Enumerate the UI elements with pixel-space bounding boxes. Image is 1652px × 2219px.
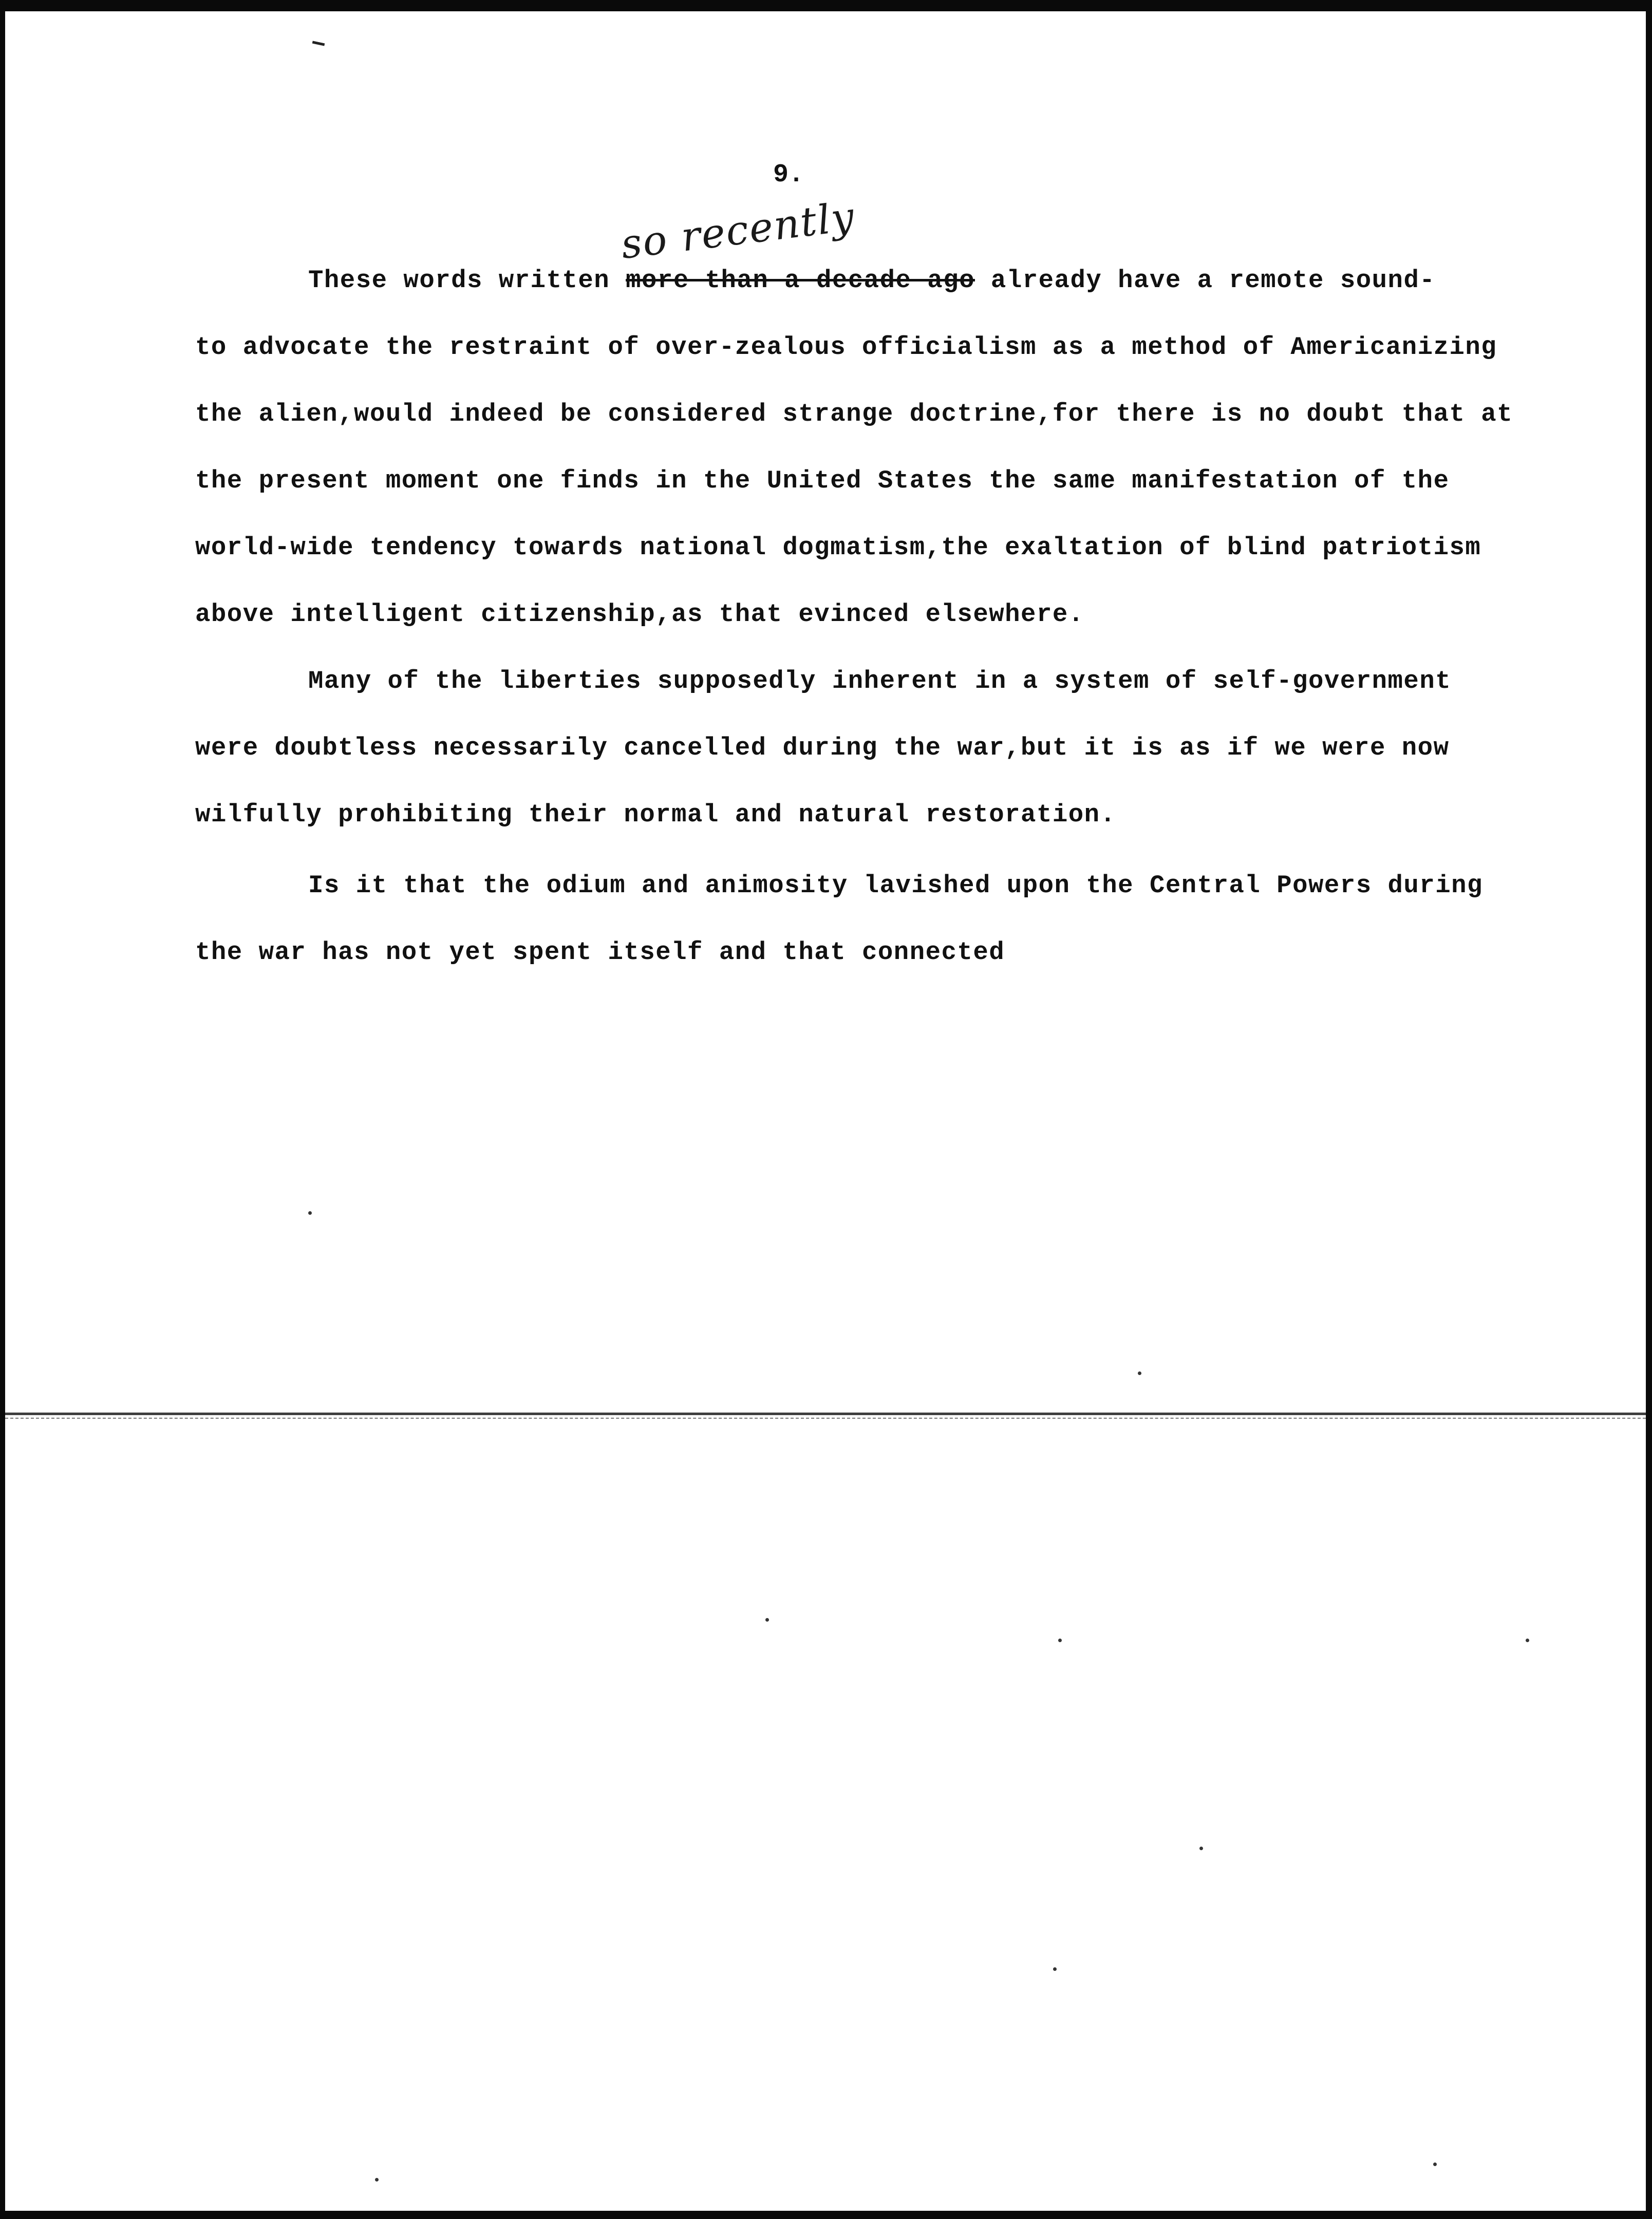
line-text: These words written: [308, 266, 626, 295]
scan-speck: [1199, 1847, 1203, 1850]
paragraph1-line6: above intelligent citizenship,as that evinced elsewhere.: [195, 600, 1084, 629]
scan-speck: [1526, 1639, 1529, 1642]
handwritten-insertion: so recently: [618, 193, 858, 268]
fold-line-shadow: [5, 1418, 1646, 1419]
fold-line: [5, 1413, 1646, 1415]
paragraph1-line3: the alien,would indeed be considered strange doctrine,for there is no doubt that at: [195, 400, 1513, 428]
scan-speck: [1433, 2162, 1437, 2166]
paragraph2-line1: Many of the liberties supposedly inherent in a system of self-government: [308, 667, 1452, 695]
paragraph3-line1: Is it that the odium and animosity lavished upon the Central Powers during: [308, 871, 1483, 900]
scan-speck: [1058, 1639, 1062, 1642]
paragraph3-line2: the war has not yet spent itself and that connected: [195, 938, 1005, 967]
paragraph2-line2: were doubtless necessarily cancelled during the war,but it is as if we were now: [195, 734, 1450, 762]
scan-speck: [308, 1211, 312, 1215]
paragraph1-line2: to advocate the restraint of over-zealous officialism as a method of Americanizing: [195, 333, 1497, 362]
line-text: already have a remote sound-: [975, 266, 1436, 295]
struck-text: more than a decade ago: [626, 266, 975, 295]
scan-speck: [1138, 1371, 1141, 1375]
scan-speck: [1053, 1967, 1057, 1971]
paragraph1-line4: the present moment one finds in the United States the same manifestation of the: [195, 466, 1450, 495]
paragraph1-line1: [308, 268, 1435, 293]
scan-speck: [765, 1618, 769, 1622]
page-number: 9.: [773, 160, 804, 190]
scan-speck: [375, 2178, 379, 2182]
paragraph2-line3: wilfully prohibiting their normal and natural restoration.: [195, 800, 1116, 829]
paragraph1-line5: world-wide tendency towards national dogmatism,the exaltation of blind patriotism: [195, 533, 1481, 562]
